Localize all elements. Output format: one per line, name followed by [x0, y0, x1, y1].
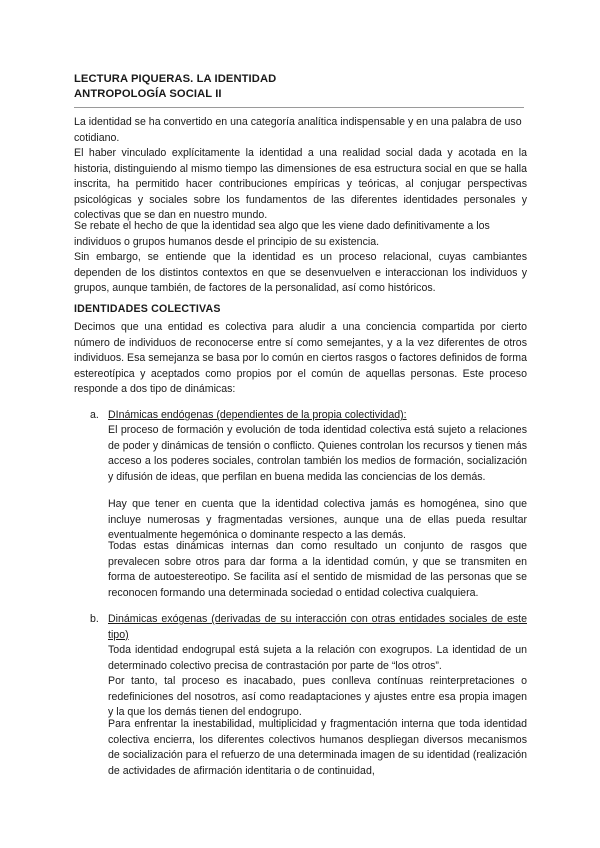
intro-paragraph-1: La identidad se ha convertido en una categoría analítica indispensable y en una palabra de uso cotidiano. [74, 116, 522, 144]
document-title: LECTURA PIQUERAS. LA IDENTIDAD [74, 73, 277, 85]
list-marker-a: a. [90, 409, 99, 421]
item-a-title: DInámicas endógenas (dependientes de la propia colectividad): [108, 409, 407, 421]
section-heading: IDENTIDADES COLECTIVAS [74, 303, 221, 315]
document-subtitle: ANTROPOLOGÍA SOCIAL II [74, 88, 222, 100]
item-b-title: Dinámicas exógenas (derivadas de su interacción con otras entidades sociales de este tipo) [108, 613, 527, 641]
item-a-paragraph-1: El proceso de formación y evolución de toda identidad colectiva está sujeto a relaciones de poder y dinámicas de tensión o conflicto. Quienes controlan los recursos y tienen más acceso a los poderes sociales, controlan también los medios de formación, socialización y difusión de ideas, que perfilan en buena medida las conciencias de los demás. [108, 424, 527, 483]
list-marker-b: b. [90, 613, 99, 625]
item-b-paragraph-1: Toda identidad endogrupal está sujeta a la relación con exogrupos. La identidad de un determinado colectivo precisa de contrastación por parte de “los otros”. [108, 644, 527, 672]
item-b-paragraph-2: Por tanto, tal proceso es inacabado, pues conlleva contínuas reinterpretaciones o redefiniciones del nosotros, así como readaptaciones y ajustes entre esa propia imagen y la que los demás tienen del endogrupo. [108, 675, 527, 718]
section-intro-paragraph: Decimos que una entidad es colectiva para aludir a una conciencia compartida por cierto número de individuos de reconocerse entre sí como semejantes, y a la vez diferentes de otros individuos. Esa semejanza se basa por lo común en ciertos rasgos o factores definidos de forma estereotípica y aceptados como propios por el común de aquellas personas. Este proceso responde a dos tipo de dinámicas: [74, 321, 527, 395]
item-a-paragraph-3: Todas estas dinámicas internas dan como resultado un conjunto de rasgos que prevalecen sobre otros para dar forma a la identidad común, y que se transmiten en forma de autoestereotipo. Se facilita así el sentido de mismidad de las personas que se reconocen formando una determinada sociedad o entidad colectiva cualquiera. [108, 540, 527, 599]
intro-paragraph-4: Sin embargo, se entiende que la identidad es un proceso relacional, cuyas cambiantes dependen de los distintos contextos en que se desenvuelven e interaccionan los individuos y grupos, aunque también, de factores de la personalidad, así como históricos. [74, 251, 527, 294]
item-b-paragraph-3: Para enfrentar la inestabilidad, multiplicidad y fragmentación interna que toda identidad colectiva encierra, los diferentes colectivos humanos despliegan diversos mecanismos de socialización para el refuerzo de una determinada imagen de su identidad (realización de actividades de afirmación identitaria o de continuidad, [108, 718, 527, 777]
intro-paragraph-3: Se rebate el hecho de que la identidad sea algo que les viene dado definitivamente a los individuos o grupos humanos desde el principio de su existencia. [74, 220, 490, 248]
item-a-paragraph-2: Hay que tener en cuenta que la identidad colectiva jamás es homogénea, sino que incluye numerosas y fragmentadas versiones, aunque una de ellas pueda resultar eventualmente hegemónica o dominante respecto a las demás. [108, 498, 527, 541]
title-divider [74, 107, 524, 108]
intro-paragraph-2: El haber vinculado explícitamente la identidad a una realidad social dada y acotada en la historia, distinguiendo al mismo tiempo las dimensiones de esa estructura social en que se halla inscrita, ha permitido hacer contribuciones empíricas y teóricas, al conjugar perspectivas psicológicas y sociales sobre los fundamentos de las diferentes identidades personales y colectivas que se dan en nuestro mundo. [74, 147, 527, 221]
